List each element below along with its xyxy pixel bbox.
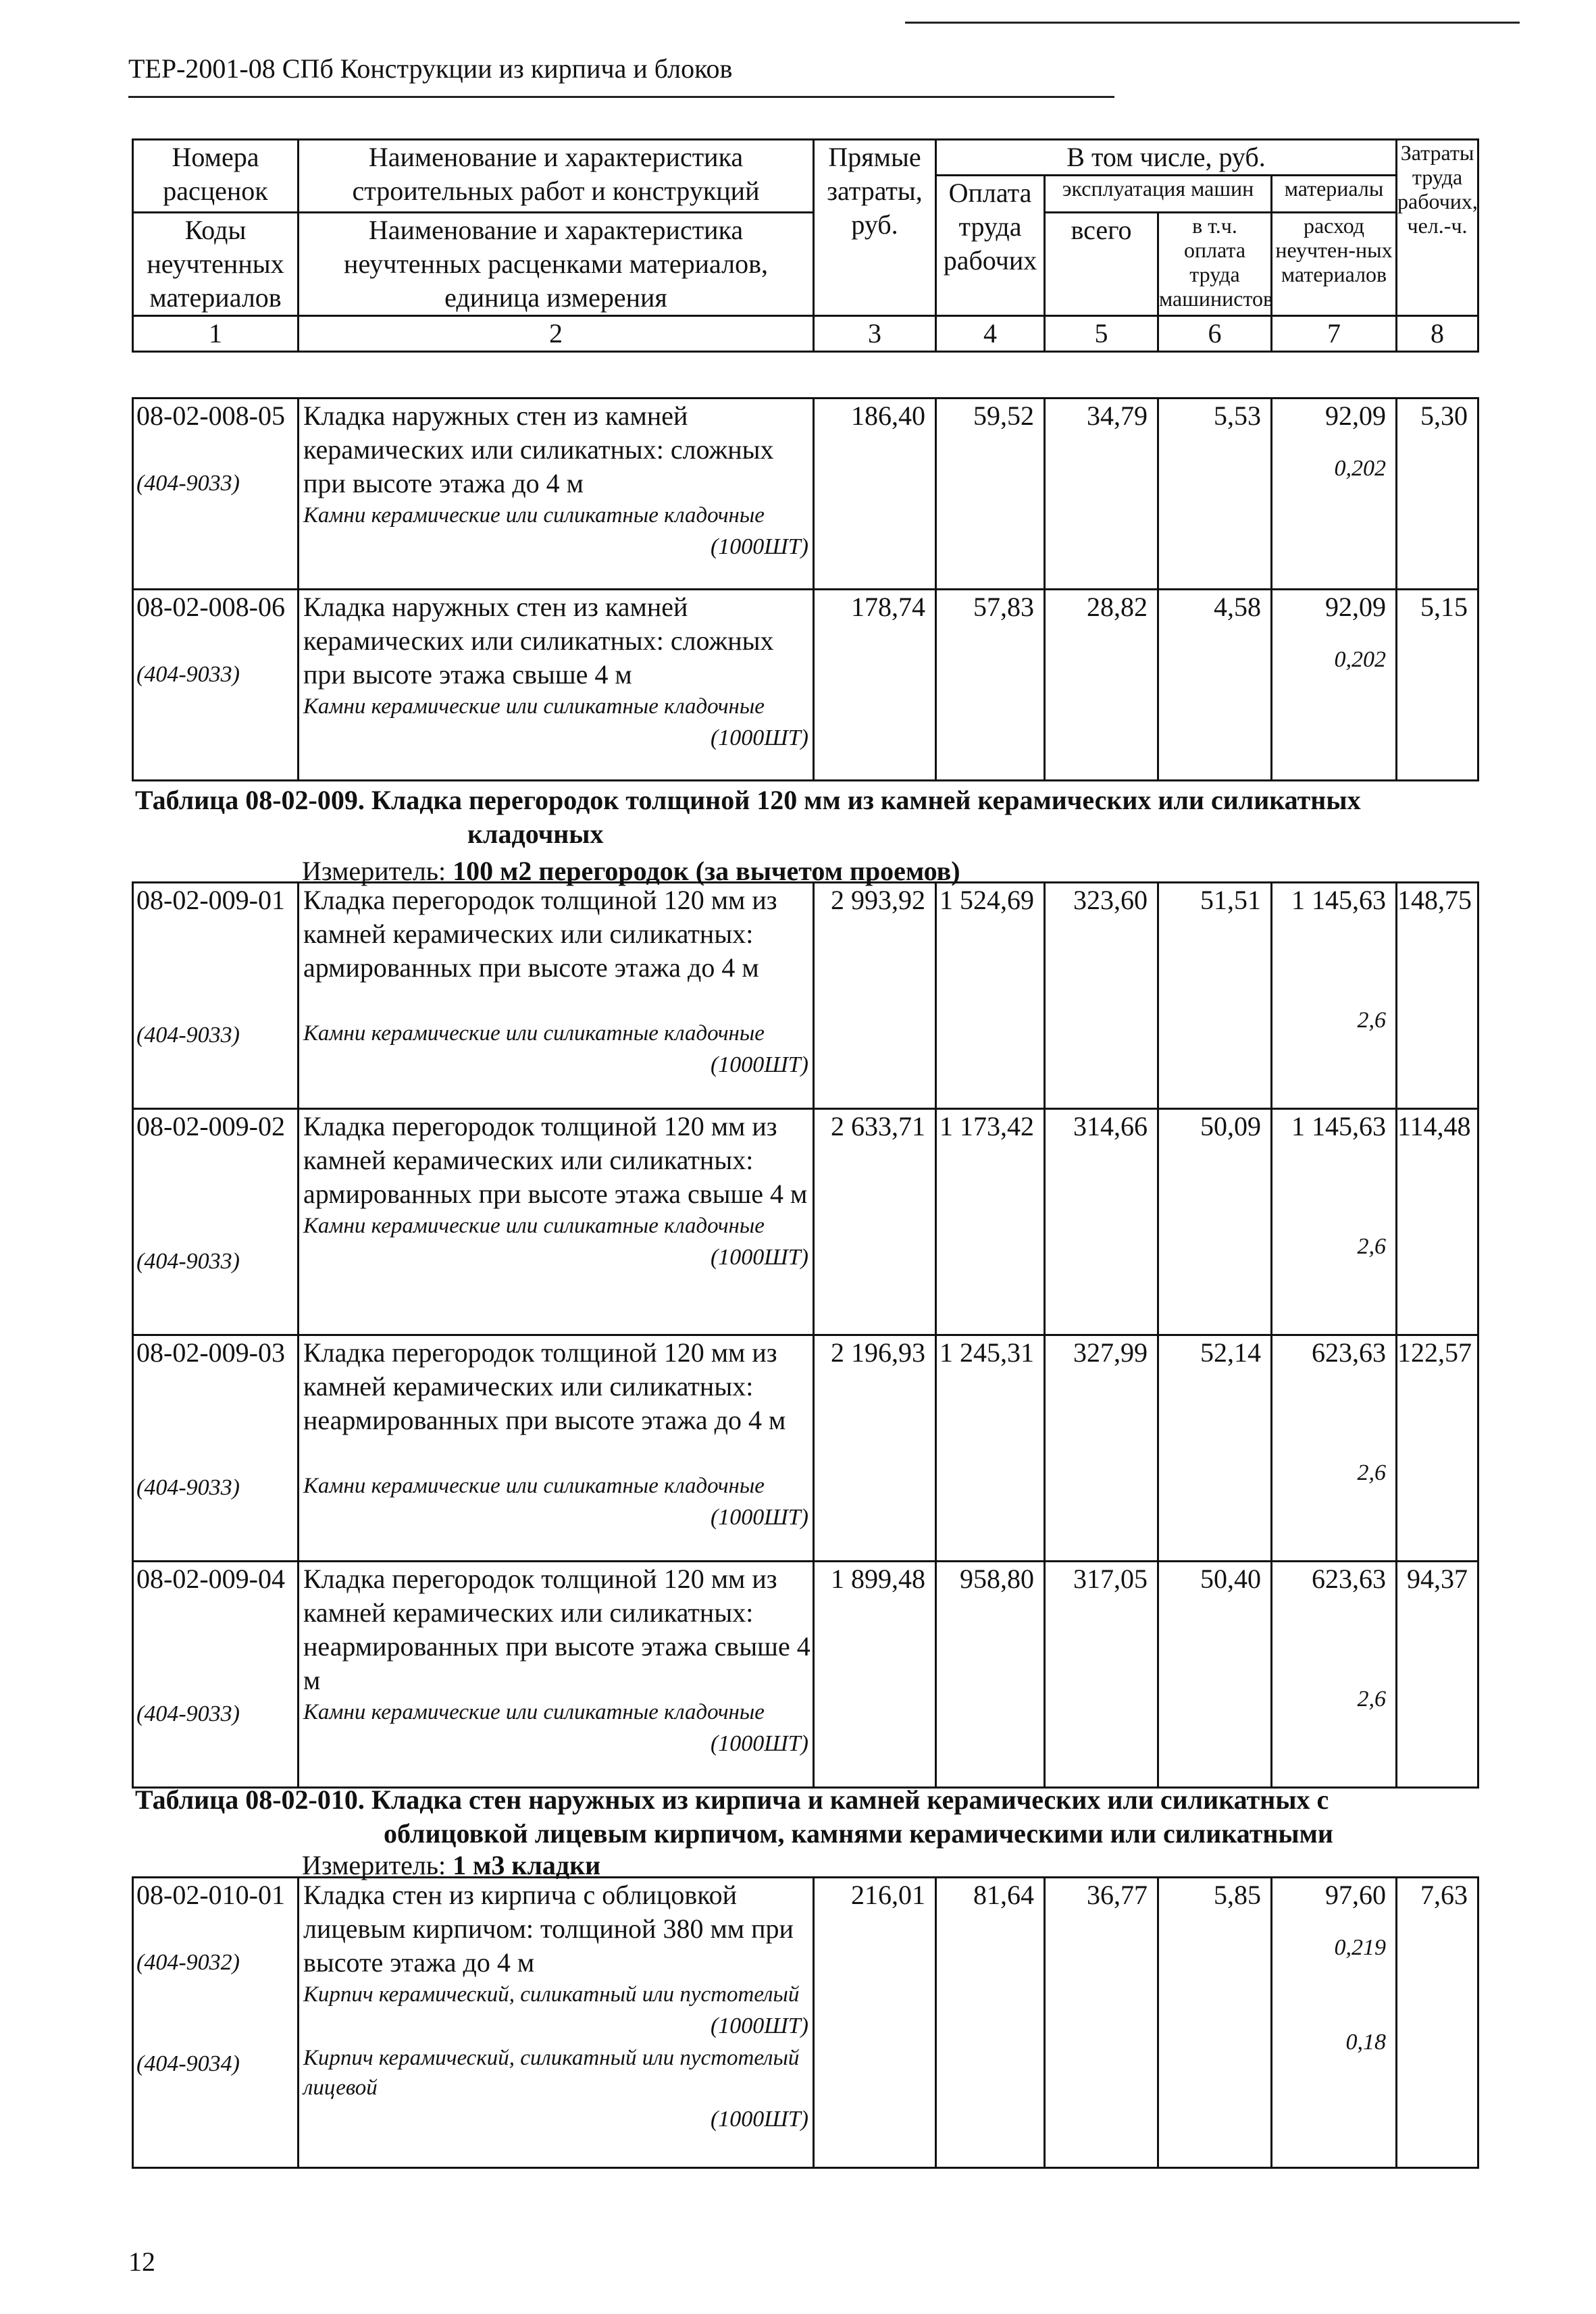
col-number: 2 [299, 316, 814, 352]
material-name: Камни керамические или силикатные кладочные [303, 694, 765, 719]
rate-code: 08-02-009-04 [136, 1564, 285, 1594]
table-row [133, 590, 1478, 781]
material-code: (404-9032) [136, 1950, 240, 1975]
materials-cost: 92,09 [1325, 401, 1386, 431]
col1-bottom-header: Коды неучтенных материалов [133, 213, 299, 316]
col6-header: в т.ч. оплата труда машинистов [1158, 213, 1272, 316]
material-name: Кирпич керамический, силикатный или пустотелый лицевой [303, 2046, 800, 2100]
rate-name: Кладка перегородок толщиной 120 мм из камней керамических или силикатных: армированных при высоте этажа до 4 м [303, 885, 777, 983]
col-number: 4 [936, 316, 1045, 352]
material-qty: 0,18 [1345, 2030, 1386, 2055]
direct-cost: 216,01 [814, 1878, 936, 2168]
including-header: В том числе, руб. [936, 140, 1397, 176]
rate-code: 08-02-009-02 [136, 1111, 285, 1141]
table-row [133, 1878, 1478, 2168]
document-title: ТЕР-2001-08 СПб Конструкции из кирпича и блоков [128, 53, 733, 84]
col5-header: всего [1045, 213, 1158, 316]
material-unit: (1000ШТ) [710, 1505, 808, 1530]
direct-cost: 2 196,93 [814, 1335, 936, 1562]
material-unit: (1000ШТ) [710, 2013, 808, 2038]
table-row [133, 883, 1478, 1109]
machinist-labor-cost: 5,85 [1158, 1878, 1272, 2168]
rate-name: Кладка перегородок толщиной 120 мм из камней керамических или силикатных: неармированных при высоте этажа до 4 м [303, 1337, 786, 1435]
labor-cost: 59,52 [936, 398, 1045, 590]
material-name: Камни керамические или силикатные кладочные [303, 1700, 765, 1724]
machine-cost: 314,66 [1045, 1109, 1158, 1335]
rate-name: Кладка стен из кирпича с облицовкой лицевым кирпичом: толщиной 380 мм при высоте этажа до 4 м [303, 1880, 794, 1978]
material-code: (404-9033) [136, 1249, 240, 1274]
col8-header: Затраты труда рабочих, чел.-ч. [1397, 140, 1478, 316]
direct-cost: 178,74 [814, 590, 936, 781]
machinist-labor-cost: 5,53 [1158, 398, 1272, 590]
labor-cost: 81,64 [936, 1878, 1045, 2168]
machinist-labor-cost: 4,58 [1158, 590, 1272, 781]
material-name: Камни керамические или силикатные кладочные [303, 1214, 765, 1238]
col4-header: Оплата труда рабочих [936, 176, 1045, 316]
rate-code: 08-02-010-01 [136, 1880, 285, 1910]
col2-bottom-header: Наименование и характеристика неучтенных расценками материалов, единица измерения [299, 213, 814, 316]
rates-table-08-02-008 [132, 397, 1479, 781]
machinist-labor-cost: 50,40 [1158, 1562, 1272, 1788]
rate-name: Кладка перегородок толщиной 120 мм из камней керамических или силикатных: армированных при высоте этажа свыше 4 м [303, 1111, 808, 1209]
material-qty: 0,202 [1334, 647, 1386, 672]
table-row [133, 1109, 1478, 1335]
measure-label: Измеритель: [302, 1850, 446, 1880]
measure-value: 100 м2 перегородок (за вычетом проемов) [453, 856, 960, 886]
materials-cost: 97,60 [1325, 1880, 1386, 1910]
rate-code: 08-02-009-01 [136, 885, 285, 915]
material-code: (404-9033) [136, 1475, 240, 1500]
measure-value: 1 м3 кладки [453, 1850, 601, 1880]
col-number: 1 [133, 316, 299, 352]
col7-header: расход неучтен-ных материалов [1272, 213, 1397, 316]
table-row [133, 1562, 1478, 1788]
rate-code: 08-02-008-05 [136, 401, 285, 431]
col-number: 7 [1272, 316, 1397, 352]
material-name: Камни керамические или силикатные кладочные [303, 1021, 765, 1046]
col2-top-header: Наименование и характеристика строительных работ и конструкций [299, 140, 814, 213]
rate-code: 08-02-008-06 [136, 592, 285, 622]
material-qty: 2,6 [1357, 1460, 1386, 1485]
material-name: Кирпич керамический, силикатный или пустотелый [303, 1982, 800, 2007]
material-unit: (1000ШТ) [710, 534, 808, 559]
machine-cost: 327,99 [1045, 1335, 1158, 1562]
labor-cost: 1 245,31 [936, 1335, 1045, 1562]
materials-cost: 623,63 [1312, 1337, 1386, 1368]
rates-table-08-02-010 [132, 1876, 1479, 2169]
machines-header: эксплуатация машин [1045, 176, 1272, 213]
title-rule [128, 96, 1114, 98]
rates-table-08-02-009 [132, 881, 1479, 1789]
col-number: 6 [1158, 316, 1272, 352]
machinist-labor-cost: 50,09 [1158, 1109, 1272, 1335]
material-name: Камни керамические или силикатные кладочные [303, 503, 765, 528]
material-qty: 2,6 [1357, 1234, 1386, 1259]
material-unit: (1000ШТ) [710, 725, 808, 750]
col3-header: Прямые затраты, руб. [814, 140, 936, 316]
material-unit: (1000ШТ) [710, 1245, 808, 1270]
material-code: (404-9033) [136, 662, 240, 687]
table-row [133, 1335, 1478, 1562]
col-number: 8 [1397, 316, 1478, 352]
caption-line: кладочных [467, 819, 604, 849]
labor-hours: 114,48 [1397, 1109, 1478, 1335]
material-code: (404-9033) [136, 471, 240, 496]
materials-cost: 1 145,63 [1291, 885, 1386, 915]
machinist-labor-cost: 51,51 [1158, 883, 1272, 1109]
rate-name: Кладка наружных стен из камней керамических или силикатных: сложных при высоте этажа свыше 4 м [303, 592, 774, 690]
labor-hours: 148,75 [1397, 883, 1478, 1109]
caption-line: Таблица 08-02-009. Кладка перегородок толщиной 120 мм из камней керамических или силикатных [135, 785, 1361, 815]
col-number: 5 [1045, 316, 1158, 352]
caption-line: облицовкой лицевым кирпичом, камнями керамическими или силикатными [384, 1818, 1333, 1849]
material-qty: 2,6 [1357, 1008, 1386, 1033]
machine-cost: 34,79 [1045, 398, 1158, 590]
materials-cost: 1 145,63 [1291, 1111, 1386, 1141]
direct-cost: 1 899,48 [814, 1562, 936, 1788]
column-header-table [132, 138, 1479, 353]
col1-top-header: Номера расценок [133, 140, 299, 213]
direct-cost: 2 993,92 [814, 883, 936, 1109]
direct-cost: 2 633,71 [814, 1109, 936, 1335]
measure-label: Измеритель: [302, 856, 446, 886]
col-number: 3 [814, 316, 936, 352]
material-code: (404-9033) [136, 1701, 240, 1726]
material-unit: (1000ШТ) [710, 1052, 808, 1077]
materials-cost: 92,09 [1325, 592, 1386, 622]
machine-cost: 28,82 [1045, 590, 1158, 781]
page-number: 12 [128, 2246, 155, 2277]
table-caption [135, 783, 1361, 851]
labor-cost: 1 524,69 [936, 883, 1045, 1109]
top-rule [905, 22, 1520, 24]
labor-cost: 958,80 [936, 1562, 1045, 1788]
rate-name: Кладка наружных стен из камней керамических или силикатных: сложных при высоте этажа до 4 м [303, 401, 774, 498]
table-caption [135, 1783, 1333, 1851]
material-name: Камни керамические или силикатные кладочные [303, 1474, 765, 1498]
labor-cost: 1 173,42 [936, 1109, 1045, 1335]
material-code: (404-9034) [136, 2051, 240, 2076]
direct-cost: 186,40 [814, 398, 936, 590]
material-qty: 0,219 [1334, 1935, 1386, 1960]
machine-cost: 36,77 [1045, 1878, 1158, 2168]
materials-cost: 623,63 [1312, 1564, 1386, 1594]
rate-code: 08-02-009-03 [136, 1337, 285, 1368]
labor-hours: 94,37 [1397, 1562, 1478, 1788]
machine-cost: 317,05 [1045, 1562, 1158, 1788]
machine-cost: 323,60 [1045, 883, 1158, 1109]
material-unit: (1000ШТ) [710, 1731, 808, 1756]
material-unit: (1000ШТ) [710, 2107, 808, 2132]
caption-line: Таблица 08-02-010. Кладка стен наружных из кирпича и камней керамических или силикатных с [135, 1784, 1329, 1815]
materials-header: материалы [1272, 176, 1397, 213]
labor-hours: 122,57 [1397, 1335, 1478, 1562]
material-qty: 0,202 [1334, 456, 1386, 481]
material-code: (404-9033) [136, 1023, 240, 1048]
table-row [133, 398, 1478, 590]
labor-hours: 5,15 [1397, 590, 1478, 781]
rate-name: Кладка перегородок толщиной 120 мм из камней керамических или силикатных: неармированных при высоте этажа свыше 4 м [303, 1564, 810, 1695]
material-qty: 2,6 [1357, 1687, 1386, 1712]
labor-hours: 5,30 [1397, 398, 1478, 590]
machinist-labor-cost: 52,14 [1158, 1335, 1272, 1562]
labor-cost: 57,83 [936, 590, 1045, 781]
labor-hours: 7,63 [1397, 1878, 1478, 2168]
